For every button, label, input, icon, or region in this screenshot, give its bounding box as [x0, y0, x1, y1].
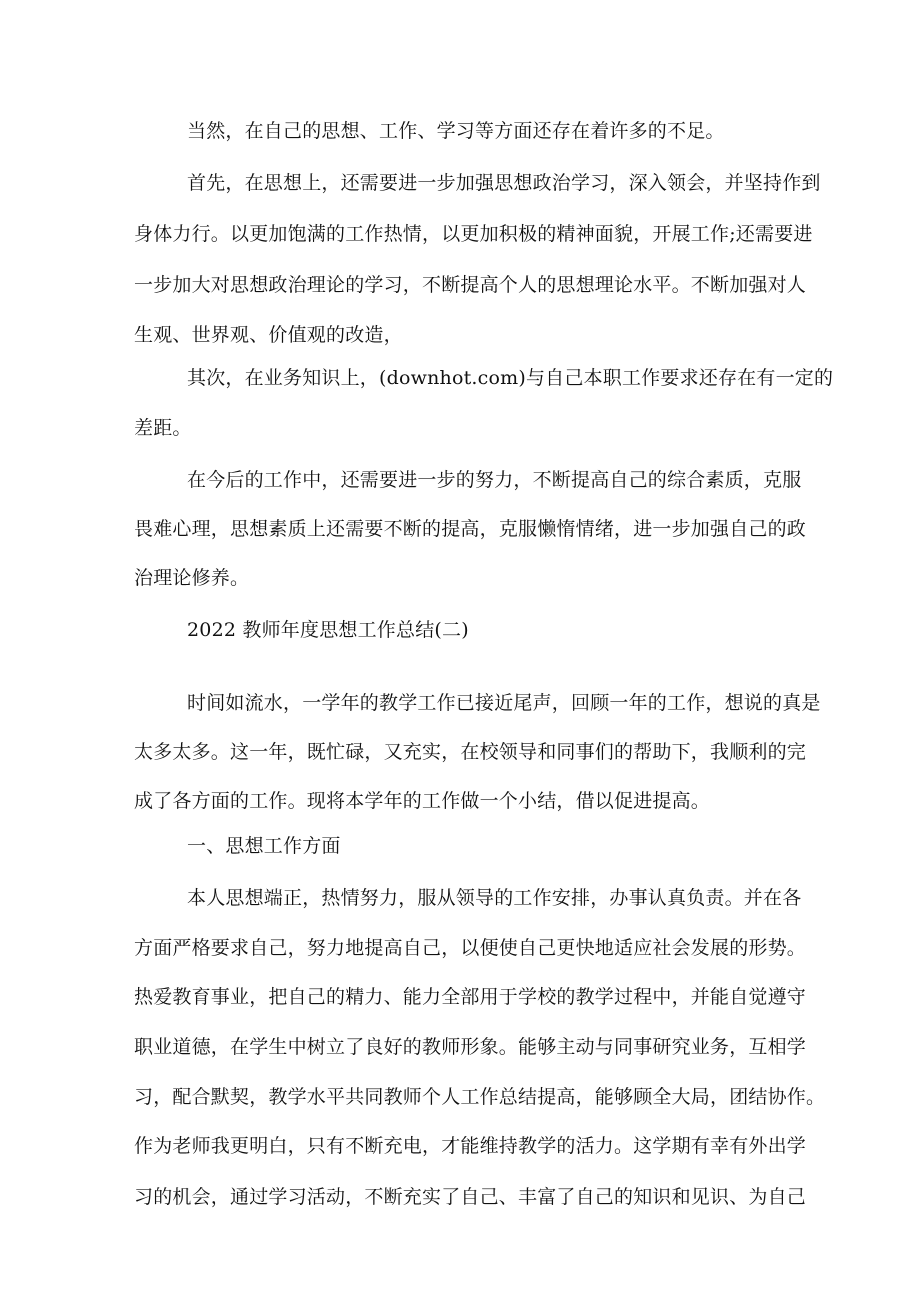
- section-title: 2022 教师年度思想工作总结(二): [187, 619, 469, 641]
- paragraph-8-line-1: 本人思想端正，热情努力，服从领导的工作安排，办事认真负责。并在各: [187, 887, 802, 909]
- paragraph-2-line-1: 首先，在思想上，还需要进一步加强思想政治学习，深入领会，并坚持作到: [187, 172, 821, 194]
- paragraph-3-line-1: 其次，在业务知识上，(downhot.com)与自己本职工作要求还存在有一定的: [187, 367, 834, 389]
- paragraph-2-line-3: 一步加大对思想政治理论的学习，不断提高个人的思想理论水平。不断加强对人: [134, 274, 807, 296]
- paragraph-8-line-7: 习的机会，通过学习活动，不断充实了自己、丰富了自己的知识和见识、为自己: [134, 1186, 807, 1208]
- paragraph-2-line-2: 身体力行。以更加饱满的工作热情，以更加积极的精神面貌，开展工作;还需要进: [134, 223, 813, 245]
- paragraph-8-line-5: 习，配合默契，教学水平共同教师个人工作总结提高，能够顾全大局，团结协作。: [134, 1086, 826, 1108]
- paragraph-8-line-2: 方面严格要求自己，努力地提高自己，以便使自己更快地适应社会发展的形势。: [134, 937, 807, 959]
- paragraph-8-line-6: 作为老师我更明白，只有不断充电，才能维持教学的活力。这学期有幸有外出学: [134, 1135, 807, 1157]
- paragraph-6-line-3: 成了各方面的工作。现将本学年的工作做一个小结，借以促进提高。: [134, 790, 711, 812]
- paragraph-8-line-4: 职业道德，在学生中树立了良好的教师形象。能够主动与同事研究业务，互相学: [134, 1036, 807, 1058]
- paragraph-6-line-2: 太多太多。这一年，既忙碌，又充实，在校领导和同事们的帮助下，我顺利的完: [134, 741, 807, 763]
- paragraph-6-line-1: 时间如流水，一学年的教学工作已接近尾声，回顾一年的工作，想说的真是: [187, 692, 821, 714]
- paragraph-8-line-3: 热爱教育事业，把自己的精力、能力全部用于学校的教学过程中，并能自觉遵守: [134, 986, 807, 1008]
- paragraph-2-line-4: 生观、世界观、价值观的改造，: [134, 324, 403, 346]
- paragraph-3-line-2: 差距。: [134, 417, 192, 439]
- paragraph-4-line-2: 畏难心理，思想素质上还需要不断的提高，克服懒惰情绪，进一步加强自己的政: [134, 518, 807, 540]
- paragraph-4-line-3: 治理论修养。: [134, 567, 250, 589]
- paragraph-4-line-1: 在今后的工作中，还需要进一步的努力，不断提高自己的综合素质，克服: [187, 469, 802, 491]
- subheading: 一、思想工作方面: [187, 835, 341, 857]
- paragraph-1-line-1: 当然，在自己的思想、工作、学习等方面还存在着许多的不足。: [187, 120, 725, 142]
